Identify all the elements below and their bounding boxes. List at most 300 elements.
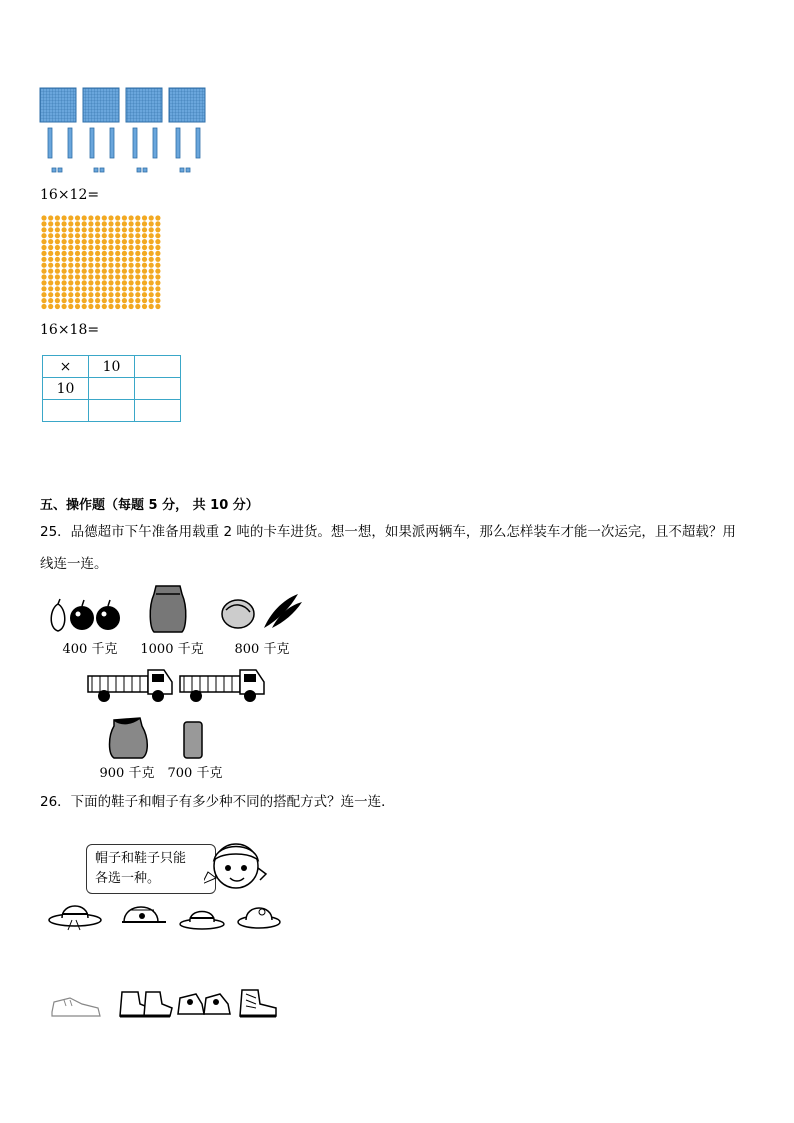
dot [115,304,120,309]
dot [75,251,80,256]
dot [55,263,60,268]
grid-cell[interactable] [135,356,181,378]
dot [48,245,53,250]
dot [115,215,120,220]
dot [122,215,127,220]
dot [88,227,93,232]
dot [122,257,127,262]
base-ten-blocks-figure [38,86,218,178]
dot [82,304,87,309]
dot [135,257,140,262]
dot [135,215,140,220]
dot [55,304,60,309]
hundred-block [169,88,205,122]
dot [88,292,93,297]
dot [155,251,160,256]
dot [135,280,140,285]
dot [142,274,147,279]
dot [102,239,107,244]
dot [115,221,120,226]
dot [129,227,134,232]
dot [41,298,46,303]
dot [122,245,127,250]
dot [88,286,93,291]
dot [122,239,127,244]
dot [115,280,120,285]
dot [122,292,127,297]
dot [82,298,87,303]
dot [102,227,107,232]
hat-icon[interactable] [46,896,104,932]
dot [135,251,140,256]
dot [95,251,100,256]
dot [62,227,67,232]
dot [108,233,113,238]
dot [82,257,87,262]
dot [55,269,60,274]
dot [108,215,113,220]
boot-icon[interactable] [116,986,174,1022]
canister-icon [182,720,204,760]
dot [82,215,87,220]
dot [155,215,160,220]
dot [115,298,120,303]
dot [62,239,67,244]
high-top-shoe-icon[interactable] [236,986,280,1022]
dot [108,251,113,256]
question-26: 26．下面的鞋子和帽子有多少种不同的搭配方式？连一连． [40,794,395,810]
dot [108,298,113,303]
dot [155,257,160,262]
dot [129,274,134,279]
weight-label: 900 千克 [99,766,155,781]
dot [48,298,53,303]
dot [149,286,154,291]
dot [62,221,67,226]
dot [48,286,53,291]
dot [75,280,80,285]
dot [115,245,120,250]
dot [102,274,107,279]
dot [68,215,73,220]
dot [149,215,154,220]
dot [149,227,154,232]
dot [108,263,113,268]
dot [55,245,60,250]
dot [41,286,46,291]
dot [142,257,147,262]
dot [62,280,67,285]
dot [142,292,147,297]
dot [115,251,120,256]
dot [149,298,154,303]
dot [115,263,120,268]
dot [142,233,147,238]
dot [108,221,113,226]
dot [115,286,120,291]
dot-array-figure [40,214,162,310]
dot [75,215,80,220]
dot [115,233,120,238]
weight-label: 700 千克 [167,766,223,781]
dot [102,269,107,274]
dot [142,245,147,250]
dot [135,286,140,291]
dot [129,221,134,226]
dot [82,269,87,274]
dot [149,245,154,250]
dot [55,227,60,232]
dot [142,263,147,268]
dot [55,274,60,279]
dot [142,298,147,303]
dot [68,257,73,262]
dot [102,263,107,268]
hundred-block [40,88,76,122]
dot [102,233,107,238]
dot [75,233,80,238]
dot [149,263,154,268]
dot [95,239,100,244]
dot [135,304,140,309]
grid-cell: × [43,356,89,378]
dot [55,251,60,256]
grid-cell[interactable] [89,400,135,422]
dot [48,215,53,220]
dot [62,263,67,268]
dot [108,280,113,285]
dot [135,269,140,274]
dot [108,286,113,291]
dot [95,274,100,279]
dot [95,304,100,309]
dot [68,251,73,256]
dot [155,269,160,274]
dot [122,251,127,256]
dot [75,257,80,262]
equation-16x12: 16×12= [40,187,100,203]
dot [62,215,67,220]
dot [62,298,67,303]
dot [102,215,107,220]
dot [135,239,140,244]
dot [102,292,107,297]
dot [135,227,140,232]
dot [115,274,120,279]
grid-cell[interactable] [135,378,181,400]
dot [48,292,53,297]
dot [88,298,93,303]
cap-icon[interactable] [118,896,168,932]
dot [108,269,113,274]
dot [55,286,60,291]
dot [41,227,46,232]
dot [62,251,67,256]
dot [41,215,46,220]
dot [122,221,127,226]
dot [149,269,154,274]
hundred-block [83,88,119,122]
dot [75,221,80,226]
dot [68,227,73,232]
dot [115,292,120,297]
dot [88,280,93,285]
dot [68,292,73,297]
fruit-icon [46,598,122,634]
dot [41,292,46,297]
dot [62,304,67,309]
dot [82,292,87,297]
dot [41,251,46,256]
dot [41,280,46,285]
dot [108,245,113,250]
dot [95,221,100,226]
dot [155,298,160,303]
dot [48,251,53,256]
dot [129,280,134,285]
dot [88,215,93,220]
fedora-icon[interactable] [178,900,226,932]
dot [149,257,154,262]
dot [55,239,60,244]
dot [155,245,160,250]
dot [129,304,134,309]
dot [55,298,60,303]
truck-icon[interactable] [178,664,268,706]
dot [68,269,73,274]
dot [129,257,134,262]
weight-label: 400 千克 [62,642,118,657]
dot [102,251,107,256]
dot [68,286,73,291]
dot [149,280,154,285]
dot [129,233,134,238]
dot [102,257,107,262]
dot [108,239,113,244]
sneaker-icon[interactable] [50,990,102,1020]
bubble-text: 帽子和鞋子只能 [95,851,187,866]
dot [82,251,87,256]
dot [135,221,140,226]
dot [75,239,80,244]
dot [82,280,87,285]
dot [95,245,100,250]
dot [75,304,80,309]
dot [48,280,53,285]
dot [95,280,100,285]
grid-cell[interactable] [43,400,89,422]
dot [129,245,134,250]
weight-label: 800 千克 [234,642,290,657]
dot [55,280,60,285]
dot [95,269,100,274]
dot [142,304,147,309]
dot [149,274,154,279]
girl-face-icon [204,838,268,896]
dot [55,257,60,262]
dot [149,221,154,226]
dot [102,280,107,285]
dot [129,286,134,291]
dot [129,239,134,244]
dot [155,286,160,291]
dot [82,227,87,232]
dot [142,221,147,226]
dot [142,215,147,220]
dot [62,245,67,250]
dot [102,304,107,309]
dot [142,239,147,244]
dot [48,263,53,268]
grid-cell[interactable] [135,400,181,422]
sack-icon [106,716,152,760]
dot [82,239,87,244]
dot [122,269,127,274]
dot [62,292,67,297]
dot [115,239,120,244]
dot [102,286,107,291]
dot [48,239,53,244]
dot [122,304,127,309]
dot [41,269,46,274]
bonnet-icon[interactable] [236,898,282,932]
dot [108,257,113,262]
dot [155,233,160,238]
dot [88,263,93,268]
dot [75,245,80,250]
dot [48,257,53,262]
dot [155,227,160,232]
dot [88,257,93,262]
dot [88,239,93,244]
bubble-text: 各选一种。 [95,871,161,886]
dot [102,221,107,226]
dot [88,221,93,226]
dot [55,233,60,238]
question-25-line2: 线连一连。 [40,556,108,572]
dot [75,274,80,279]
dot [95,298,100,303]
dot [68,221,73,226]
dot [129,251,134,256]
dot [135,298,140,303]
dot [129,263,134,268]
dot [149,304,154,309]
dot [155,304,160,309]
speech-bubble [86,844,216,894]
dot [55,215,60,220]
equation-16x18: 16×18= [40,322,100,338]
weight-label: 1000 千克 [140,642,204,657]
dot [142,286,147,291]
dot [82,233,87,238]
dot [108,304,113,309]
dot [82,245,87,250]
dot [68,274,73,279]
dot [48,269,53,274]
dot [149,292,154,297]
dot [48,221,53,226]
dot [155,274,160,279]
dot [41,245,46,250]
dot [155,280,160,285]
dot [62,233,67,238]
dot [115,227,120,232]
dot [48,274,53,279]
dot [75,263,80,268]
dot [155,263,160,268]
dot [41,257,46,262]
dot [75,227,80,232]
dot [129,269,134,274]
dot [68,245,73,250]
dot [135,292,140,297]
dot [88,274,93,279]
dot [142,227,147,232]
dot [142,269,147,274]
dot [88,251,93,256]
dot [62,286,67,291]
dot [68,304,73,309]
dot [135,274,140,279]
dot [108,292,113,297]
dot [75,286,80,291]
dot [75,298,80,303]
dot [122,227,127,232]
dot [62,257,67,262]
grid-cell[interactable] [89,378,135,400]
dot [55,221,60,226]
truck-icon[interactable] [86,664,176,706]
dot [95,263,100,268]
dot [95,292,100,297]
dot [88,245,93,250]
dot [129,292,134,297]
dot [122,286,127,291]
dot [95,257,100,262]
dot [122,298,127,303]
dot [122,280,127,285]
dot [135,233,140,238]
dot [149,239,154,244]
dot [129,298,134,303]
multiplication-grid [42,355,181,422]
dot [68,280,73,285]
dot [48,227,53,232]
dot [155,239,160,244]
dot [68,298,73,303]
dot [149,251,154,256]
dot [68,263,73,268]
sack-icon [148,584,188,634]
dot [75,292,80,297]
dot [68,233,73,238]
dot [41,263,46,268]
dot [82,286,87,291]
dot [122,233,127,238]
dot [102,245,107,250]
dot [62,274,67,279]
dot [108,227,113,232]
dot [142,251,147,256]
dot [48,304,53,309]
dot [41,233,46,238]
shoe-pair-icon[interactable] [176,988,232,1020]
dot [115,257,120,262]
vegetables-icon [220,590,304,632]
dot [129,215,134,220]
dot [41,221,46,226]
